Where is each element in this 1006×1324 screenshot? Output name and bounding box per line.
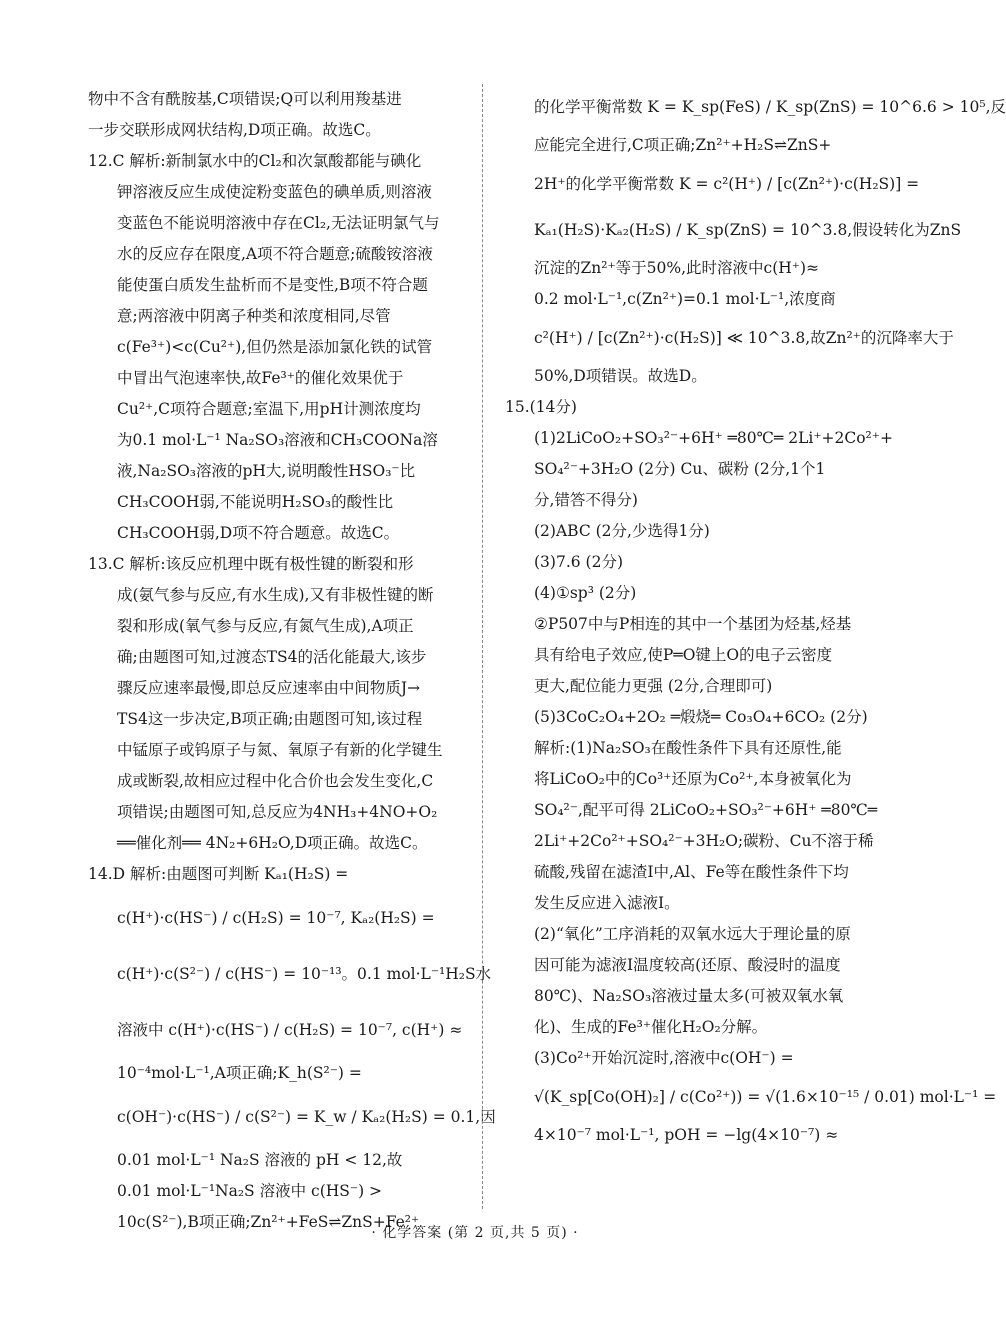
text-line: 项错误;由题图可知,总反应为4NH₃+4NO+O₂ xyxy=(117,803,438,821)
text-line: 发生反应进入滤液Ⅰ。 xyxy=(534,894,680,912)
text-line: 将LiCoO₂中的Co³⁺还原为Co²⁺,本身被氧化为 xyxy=(534,770,852,788)
text-line: 能使蛋白质发生盐析而不是变性,B项不符合题 xyxy=(117,276,428,294)
text-line: CH₃COOH弱,D项不符合题意。故选C。 xyxy=(117,524,400,542)
formula-line: c(H⁺)·c(HS⁻) / c(H₂S) = 10⁻⁷, Kₐ₂(H₂S) = xyxy=(117,909,435,927)
text-line: 意;两溶液中阴离子种类和浓度相同,尽管 xyxy=(117,307,391,325)
text-line: SO₄²⁻+3H₂O (2分) Cu、碳粉 (2分,1个1 xyxy=(534,460,826,478)
text-line: 80℃)、Na₂SO₃溶液过量太多(可被双氧水氧 xyxy=(534,987,844,1005)
text-line: (2)“氧化”工序消耗的双氧水远大于理论量的原 xyxy=(534,925,851,943)
text-line: 为0.1 mol·L⁻¹ Na₂SO₃溶液和CH₃COONa溶 xyxy=(117,431,438,449)
text-line: 2Li⁺+2Co²⁺+SO₄²⁻+3H₂O;碳粉、Cu不溶于稀 xyxy=(534,832,874,850)
text-line: 水的反应存在限度,A项不符合题意;硫酸铵溶液 xyxy=(117,245,433,263)
text-line: 0.01 mol·L⁻¹ Na₂S 溶液的 pH < 12,故 xyxy=(117,1151,403,1169)
text-line: ══催化剂══ 4N₂+6H₂O,D项正确。故选C。 xyxy=(117,834,428,852)
formula-line: 的化学平衡常数 K = K_sp(FeS) / K_sp(ZnS) = 10^6.6 > 10⁵,反 xyxy=(534,98,1006,116)
text-line: 中锰原子或钨原子与氮、氧原子有新的化学键生 xyxy=(117,741,443,759)
text-line: 10⁻⁴mol·L⁻¹,A项正确;K_h(S²⁻) = xyxy=(117,1064,362,1082)
text-line: 10c(S²⁻),B项正确;Zn²⁺+FeS⇌ZnS+Fe²⁺ xyxy=(117,1213,420,1231)
formula-line: 溶液中 c(H⁺)·c(HS⁻) / c(H₂S) = 10⁻⁷, c(H⁺) ≈ xyxy=(117,1021,463,1039)
text-line: (5)3CoC₂O₄+2O₂ ═煅烧═ Co₃O₄+6CO₂ (2分) xyxy=(534,708,868,726)
text-line: (4)①sp³ (2分) xyxy=(534,584,637,602)
text-line: 中冒出气泡速率快,故Fe³⁺的催化效果优于 xyxy=(117,369,404,387)
right-column xyxy=(505,84,1006,1151)
text-line: 0.2 mol·L⁻¹,c(Zn²⁺)=0.1 mol·L⁻¹,浓度商 xyxy=(534,290,836,308)
text-line: ②P507中与P相连的其中一个基团为烃基,烃基 xyxy=(534,615,852,633)
text-line: 成或断裂,故相应过程中化合价也会发生变化,C xyxy=(117,772,434,790)
text-line: 应能完全进行,C项正确;Zn²⁺+H₂S⇌ZnS+ xyxy=(534,136,832,154)
text-line: 沉淀的Zn²⁺等于50%,此时溶液中c(H⁺)≈ xyxy=(534,259,819,277)
answer-12-line: 12.C 解析:新制氯水中的Cl₂和次氯酸都能与碘化 xyxy=(88,152,422,170)
text-line: Cu²⁺,C项符合题意;室温下,用pH计测浓度均 xyxy=(117,400,421,418)
text-line: 50%,D项错误。故选D。 xyxy=(534,367,707,385)
text-line: CH₃COOH弱,不能说明H₂SO₃的酸性比 xyxy=(117,493,394,511)
text-line: 更大,配位能力更强 (2分,合理即可) xyxy=(534,677,773,695)
text-line: 具有给电子效应,使P═O键上O的电子云密度 xyxy=(534,646,833,664)
text-line: 解析:(1)Na₂SO₃在酸性条件下具有还原性,能 xyxy=(534,739,842,757)
text-line: c(Fe³⁺)<c(Cu²⁺),但仍然是添加氯化铁的试管 xyxy=(117,338,433,356)
answer-13-line: 13.C 解析:该反应机理中既有极性键的断裂和形 xyxy=(88,555,414,573)
text-line: 化)、生成的Fe³⁺催化H₂O₂分解。 xyxy=(534,1018,768,1036)
formula-line: c(OH⁻)·c(HS⁻) / c(S²⁻) = K_w / Kₐ₂(H₂S) = 0.1,因 xyxy=(117,1108,496,1126)
text-line: 确;由题图可知,过渡态TS4的活化能最大,该步 xyxy=(117,648,427,666)
formula-line: c(H⁺)·c(S²⁻) / c(HS⁻) = 10⁻¹³。0.1 mol·L⁻¹H₂S水 xyxy=(117,965,492,983)
text-line: 物中不含有酰胺基,C项错误;Q可以利用羧基进 xyxy=(88,90,402,108)
text-line: 一步交联形成网状结构,D项正确。故选C。 xyxy=(88,121,381,139)
text-line: SO₄²⁻,配平可得 2LiCoO₂+SO₃²⁻+6H⁺ ═80℃═ xyxy=(534,801,878,819)
text-line: (3)Co²⁺开始沉淀时,溶液中c(OH⁻) = xyxy=(534,1049,794,1067)
text-line: (3)7.6 (2分) xyxy=(534,553,623,571)
left-column xyxy=(88,84,496,1238)
answer-15-heading: 15.(14分) xyxy=(505,398,577,416)
formula-line: 2H⁺的化学平衡常数 K = c²(H⁺) / [c(Zn²⁺)·c(H₂S)] = xyxy=(534,175,920,193)
formula-line: c²(H⁺) / [c(Zn²⁺)·c(H₂S)] ≪ 10^3.8,故Zn²⁺的沉降率大于 xyxy=(534,329,954,347)
text-line: 钾溶液反应生成使淀粉变蓝色的碘单质,则溶液 xyxy=(117,183,432,201)
text-line: 裂和形成(氧气参与反应,有氮气生成),A项正 xyxy=(117,617,414,635)
text-line: 0.01 mol·L⁻¹Na₂S 溶液中 c(HS⁻) > xyxy=(117,1182,383,1200)
text-line: 因可能为滤液Ⅰ温度较高(还原、酸浸时的温度 xyxy=(534,956,841,974)
formula-line: Kₐ₁(H₂S)·Kₐ₂(H₂S) / K_sp(ZnS) = 10^3.8,假设转化为ZnS xyxy=(534,221,962,239)
answer-14-line: 14.D 解析:由题图可判断 Kₐ₁(H₂S) = xyxy=(88,865,349,883)
text-line: 硫酸,残留在滤渣Ⅰ中,Al、Fe等在酸性条件下均 xyxy=(534,863,849,881)
text-line: 变蓝色不能说明溶液中存在Cl₂,无法证明氯气与 xyxy=(117,214,440,232)
text-line: 4×10⁻⁷ mol·L⁻¹, pOH = −lg(4×10⁻⁷) ≈ xyxy=(534,1126,839,1144)
formula-line: √(K_sp[Co(OH)₂] / c(Co²⁺)) = √(1.6×10⁻¹⁵ / 0.01) mol·L⁻¹ = xyxy=(534,1088,997,1106)
text-line: (2)ABC (2分,少选得1分) xyxy=(534,522,710,540)
text-line: 成(氨气参与反应,有水生成),又有非极性键的断 xyxy=(117,586,434,604)
page-footer: · 化学答案 (第 2 页,共 5 页) · xyxy=(371,1225,579,1241)
text-line: (1)2LiCoO₂+SO₃²⁻+6H⁺ ═80℃═ 2Li⁺+2Co²⁺+ xyxy=(534,429,893,447)
column-divider xyxy=(482,84,483,1209)
text-line: TS4这一步决定,B项正确;由题图可知,该过程 xyxy=(117,710,423,728)
text-line: 分,错答不得分) xyxy=(534,491,638,509)
text-line: 液,Na₂SO₃溶液的pH大,说明酸性HSO₃⁻比 xyxy=(117,462,416,480)
text-line: 骤反应速率最慢,即总反应速率由中间物质J→ xyxy=(117,679,421,697)
